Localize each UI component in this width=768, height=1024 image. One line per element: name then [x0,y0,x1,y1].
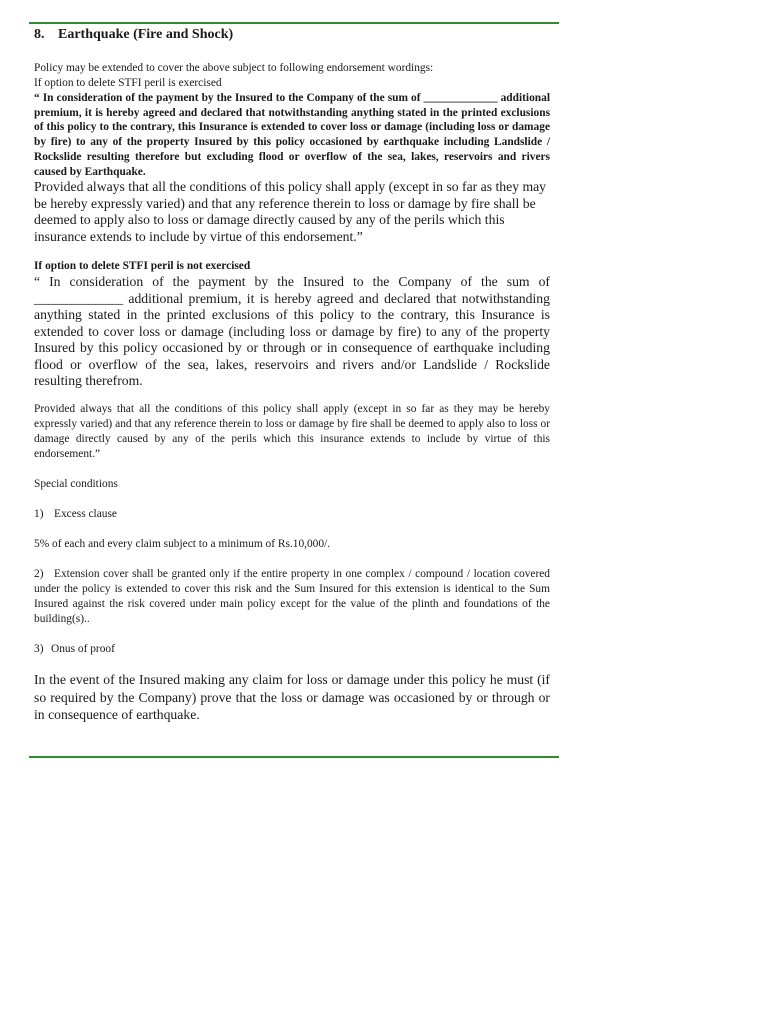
excess-number: 1) [34,507,44,520]
option-not-exercised-label: If option to delete STFI peril is not exercised [34,260,251,273]
section-number: 8. [34,27,45,42]
extension-body: Extension cover shall be granted only if the entire property in one complex / compound / location covered under the policy is extended to cover this risk and the Sum Insured for this extension is identical to the Sum Insured against the risk covered under main policy except for the value of the plinth and foundations of the building(s).. [34,567,550,625]
section-title: Earthquake (Fire and Shock) [58,27,234,42]
onus-heading [34,642,550,657]
onus-title: Onus of proof [51,642,115,655]
endorsement-clause-1: “ In consideration of the payment by the Insured to the Company of the sum of _____________ additional premium, it is hereby agreed and declared that notwithstanding anything stated in the printed exclusions of this policy to the contrary, this Insurance is extended to cover loss or damage (including loss or damage by fire) to any of the property Insured by this policy occasioned by earthquake including Landslide / Rockslide resulting therefore but excluding flood or overflow of the sea, lakes, reservoirs and rivers caused by Earthquake. [34,92,550,178]
onus-number: 3) [34,642,44,655]
extension-number: 2) [34,567,44,580]
document-body [34,24,550,724]
proviso-1: Provided always that all the conditions of this policy shall apply (except in so far as they may be hereby expressly varied) and that any reference therein to loss or damage by fire shall be deemed to apply also to loss or damage directly caused by any of the perils which this insurance extends to include by virtue of this endorsement.” [34,179,547,244]
bottom-green-rule [29,756,559,758]
excess-title: Excess clause [54,507,117,520]
option-exercised-label: If option to delete STFI peril is exercised [34,77,222,89]
extension-clause [34,567,550,627]
proviso-2: Provided always that all the conditions of this policy shall apply (except in so far as they may be hereby expressly varied) and that any reference therein to loss or damage by fire shall be deemed to apply also to loss or damage directly caused by any of the perils which this insurance extends to include by virtue of this endorsement.” [34,402,550,460]
intro-text: Policy may be extended to cover the above subject to following endorsement wordings: [34,62,434,74]
onus-body: In the event of the Insured making any claim for loss or damage under this policy he must (if so required by the Company) prove that the loss or damage was occasioned by or through or in consequence of earthquake. [34,671,550,723]
special-conditions-title: Special conditions [34,477,118,490]
excess-clause-heading [34,507,550,522]
section-heading [34,26,550,44]
endorsement-clause-2: “ In consideration of the payment by the Insured to the Company of the sum of _____________ additional premium, it is hereby agreed and declared that notwithstanding anything stated in the printed exclusions of this policy to the contrary, this Insurance is extended to cover loss or damage (including loss or damage by fire) to any of the property Insured by this policy occasioned by or through or in consequence of earthquake including flood or overflow of the sea, lakes, reservoirs and rivers and/or Landslide / Rockslide resulting therefrom. [34,274,550,389]
excess-body: 5% of each and every claim subject to a minimum of Rs.10,000/. [34,537,331,550]
